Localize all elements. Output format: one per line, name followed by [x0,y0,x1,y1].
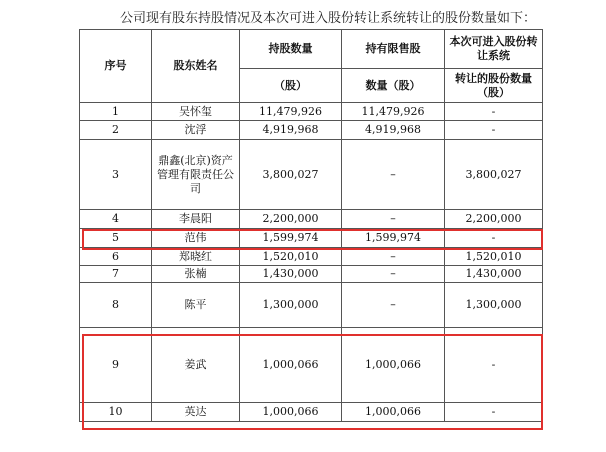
cell-shares: 1,520,010 [240,248,342,266]
intro-text: 公司现有股东持股情况及本次可进入股份转让系统转让的股份数量如下： [120,11,537,26]
cell-restricted: – [342,266,445,283]
cell-shares: 1,430,000 [240,266,342,283]
cell-transferable: - [445,103,543,121]
cell-index: 7 [80,266,152,283]
table-row [80,140,543,210]
cell-restricted: 1,000,066 [342,403,445,422]
cell-name: 鼎鑫(北京)资产管理有限责任公司 [152,140,240,210]
shareholder-table [79,29,543,422]
header-restricted-top: 持有限售股 [342,30,445,69]
cell-index: 1 [80,103,152,121]
table-row [80,328,543,403]
cell-index: 6 [80,248,152,266]
cell-shares: 11,479,926 [240,103,342,121]
cell-transferable: 1,430,000 [445,266,543,283]
cell-restricted: 1,599,974 [342,229,445,248]
cell-restricted: 4,919,968 [342,121,445,140]
header-index: 序号 [80,30,152,103]
cell-shares: 1,000,066 [240,328,342,403]
cell-transferable: - [445,403,543,422]
header-transferable-bottom: 转让的股份数量（股） [445,69,543,103]
cell-shares: 4,919,968 [240,121,342,140]
cell-transferable: - [445,121,543,140]
cell-index: 5 [80,229,152,248]
cell-name: 张楠 [152,266,240,283]
table-row [80,103,543,121]
cell-shares: 1,599,974 [240,229,342,248]
cell-index: 3 [80,140,152,210]
cell-index: 4 [80,210,152,229]
header-shares-bottom: （股） [240,69,342,103]
cell-transferable: 1,300,000 [445,283,543,328]
table-row [80,403,543,422]
cell-name: 李晨阳 [152,210,240,229]
header-name: 股东姓名 [152,30,240,103]
cell-transferable: - [445,328,543,403]
cell-name: 范伟 [152,229,240,248]
cell-restricted: – [342,210,445,229]
table-row [80,248,543,266]
cell-name: 英达 [152,403,240,422]
table-row [80,283,543,328]
cell-index: 10 [80,403,152,422]
cell-transferable: - [445,229,543,248]
cell-index: 2 [80,121,152,140]
cell-index: 8 [80,283,152,328]
table-row [80,121,543,140]
table-row [80,266,543,283]
cell-name: 沈浮 [152,121,240,140]
cell-shares: 1,000,066 [240,403,342,422]
cell-restricted: – [342,248,445,266]
cell-shares: 3,800,027 [240,140,342,210]
header-transferable-top: 本次可进入股份转让系统 [445,30,543,69]
cell-restricted: – [342,283,445,328]
header-shares-top: 持股数量 [240,30,342,69]
cell-restricted: 11,479,926 [342,103,445,121]
cell-restricted: – [342,140,445,210]
cell-restricted: 1,000,066 [342,328,445,403]
cell-index: 9 [80,328,152,403]
cell-name: 陈平 [152,283,240,328]
cell-shares: 2,200,000 [240,210,342,229]
cell-transferable: 3,800,027 [445,140,543,210]
header-restricted-bottom: 数量（股） [342,69,445,103]
cell-name: 郑晓红 [152,248,240,266]
cell-name: 吴怀玺 [152,103,240,121]
cell-transferable: 2,200,000 [445,210,543,229]
cell-shares: 1,300,000 [240,283,342,328]
cell-transferable: 1,520,010 [445,248,543,266]
table-row [80,229,543,248]
table-row [80,210,543,229]
cell-name: 姜武 [152,328,240,403]
